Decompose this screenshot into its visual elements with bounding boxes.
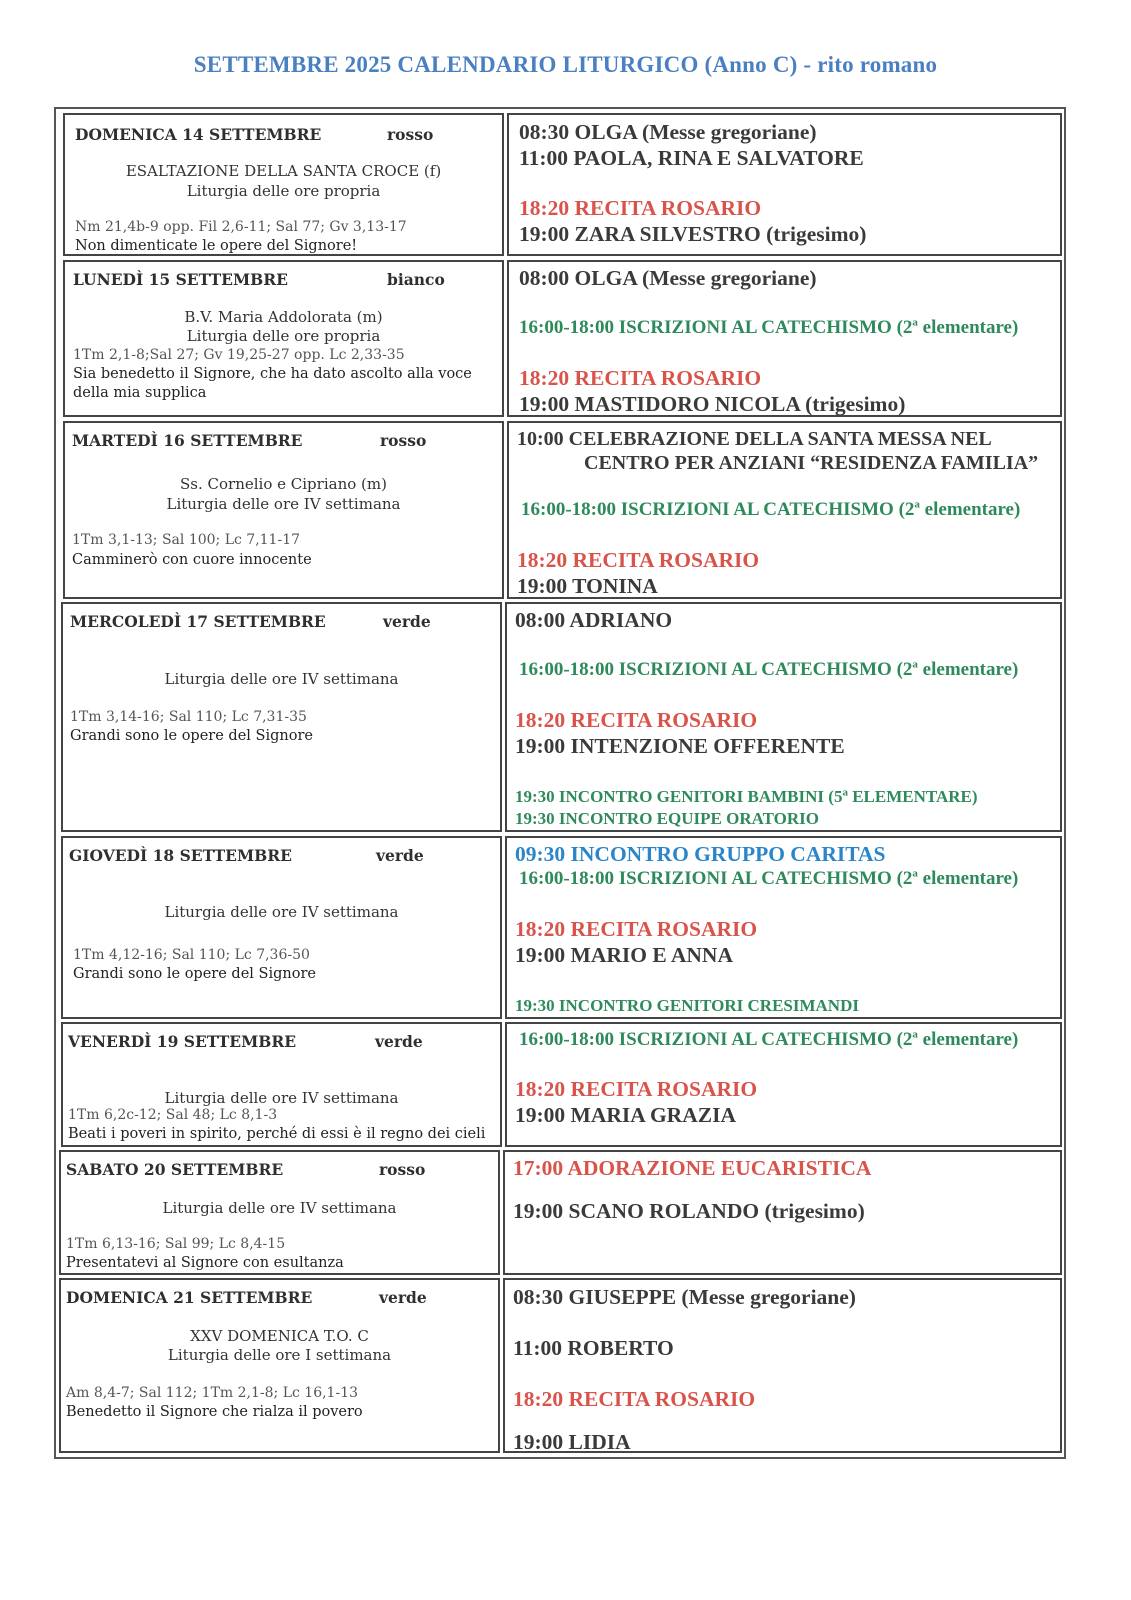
liturgical-color: verde	[375, 1032, 423, 1051]
liturgy-hours: Liturgia delle ore IV settimana	[164, 903, 399, 921]
day-cell-17	[61, 602, 502, 832]
antiphon: Non dimenticate le opere del Signore!	[75, 238, 358, 254]
liturgical-color: rosso	[379, 1160, 426, 1179]
day-date: MARTEDÌ 16 SETTEMBRE	[72, 431, 303, 450]
event-rosary: 18:20 RECITA ROSARIO	[519, 196, 762, 220]
event-mass: 11:00 ROBERTO	[513, 1336, 674, 1360]
liturgy-hours: Liturgia delle ore propria	[186, 327, 381, 345]
readings: 1Tm 6,13-16; Sal 99; Lc 8,4-15	[66, 1236, 286, 1252]
liturgy-hours: Liturgia delle ore IV settimana	[166, 495, 401, 513]
antiphon: Sia benedetto il Signore, che ha dato ascolto alla voce della mia supplica	[73, 366, 472, 401]
event-meeting: 19:30 INCONTRO EQUIPE ORATORIO	[515, 809, 819, 828]
liturgy-hours: Liturgia delle ore IV settimana	[164, 670, 399, 688]
liturgical-color: rosso	[387, 125, 434, 144]
event-rosary: 18:20 RECITA ROSARIO	[515, 708, 758, 732]
celebration: XXV DOMENICA T.O. C	[190, 1327, 369, 1345]
readings: 1Tm 2,1-8;Sal 27; Gv 19,25-27 opp. Lc 2,33-35	[73, 347, 405, 363]
liturgical-color: verde	[376, 846, 424, 865]
day-date: DOMENICA 14 SETTEMBRE	[75, 125, 322, 144]
event-mass: 08:30 OLGA (Messe gregoriane)	[519, 120, 817, 144]
day-date: GIOVEDÌ 18 SETTEMBRE	[69, 846, 292, 865]
event-mass: 19:00 MARIO E ANNA	[515, 943, 733, 967]
event-rosary: 18:20 RECITA ROSARIO	[513, 1387, 756, 1411]
events-cell-16	[507, 421, 1062, 599]
day-cell-21	[59, 1278, 500, 1453]
day-cell-20	[59, 1150, 500, 1275]
event-rosary: 18:20 RECITA ROSARIO	[515, 1077, 758, 1101]
event-catechism: 16:00-18:00 ISCRIZIONI AL CATECHISMO (2$^a$ elementare)	[519, 1028, 1019, 1050]
event-catechism: 16:00-18:00 ISCRIZIONI AL CATECHISMO (2$^a$ elementare)	[521, 498, 1021, 520]
day-date: LUNEDÌ 15 SETTEMBRE	[73, 270, 288, 289]
events-cell-18	[505, 836, 1062, 1019]
event-rosary: 18:20 RECITA ROSARIO	[515, 917, 758, 941]
liturgical-color: rosso	[380, 431, 427, 450]
antiphon: Benedetto il Signore che rialza il povero	[66, 1404, 363, 1420]
event-mass: 19:00 INTENZIONE OFFERENTE	[515, 734, 845, 758]
events-cell-14	[507, 113, 1062, 256]
liturgy-hours: Liturgia delle ore IV settimana	[162, 1199, 397, 1217]
event-rosary: 18:20 RECITA ROSARIO	[519, 366, 762, 390]
events-cell-20	[503, 1150, 1062, 1275]
day-date: VENERDÌ 19 SETTEMBRE	[68, 1032, 297, 1051]
event-mass: 19:00 MASTIDORO NICOLA (trigesimo)	[519, 392, 906, 416]
celebration: ESALTAZIONE DELLA SANTA CROCE (f)	[125, 162, 442, 180]
events-cell-21	[503, 1278, 1062, 1453]
events-cell-19	[505, 1022, 1062, 1147]
event-mass: 19:00 LIDIA	[513, 1430, 631, 1453]
readings: 1Tm 3,1-13; Sal 100; Lc 7,11-17	[72, 532, 301, 548]
events-cell-15	[507, 260, 1062, 417]
day-date: SABATO 20 SETTEMBRE	[66, 1160, 284, 1179]
day-cell-15	[63, 260, 504, 417]
readings: 1Tm 4,12-16; Sal 110; Lc 7,36-50	[73, 947, 310, 963]
antiphon: Camminerò con cuore innocente	[72, 552, 312, 568]
events-cell-17	[505, 602, 1062, 832]
antiphon: Grandi sono le opere del Signore	[73, 966, 316, 982]
event-mass: 19:00 ZARA SILVESTRO (trigesimo)	[519, 222, 867, 246]
event-adoration: 17:00 ADORAZIONE EUCARISTICA	[513, 1156, 872, 1180]
liturgy-hours: Liturgia delle ore I settimana	[167, 1346, 392, 1364]
day-cell-14	[63, 113, 504, 256]
event-rosary: 18:20 RECITA ROSARIO	[517, 548, 760, 572]
day-cell-16	[63, 421, 504, 599]
antiphon: Beati i poveri in spirito, perché di essi è il regno dei cieli	[68, 1126, 486, 1142]
page-title: SETTEMBRE 2025 CALENDARIO LITURGICO (Anno C) - rito romano	[193, 52, 938, 77]
event-mass: 08:00 ADRIANO	[515, 608, 673, 632]
event-mass: 11:00 PAOLA, RINA E SALVATORE	[519, 146, 864, 170]
event-mass: 19:00 TONINA	[517, 574, 658, 598]
event-mass: 19:00 MARIA GRAZIA	[515, 1103, 736, 1127]
calendar-table	[54, 107, 1066, 1459]
event-meeting: 19:30 INCONTRO GENITORI BAMBINI (5$^a$ ELEMENTARE)	[515, 786, 978, 806]
day-cell-18	[61, 836, 502, 1019]
event-meeting: 09:30 INCONTRO GRUPPO CARITAS	[515, 842, 886, 866]
liturgy-hours: Liturgia delle ore propria	[186, 182, 381, 200]
celebration: Ss. Cornelio e Cipriano (m)	[180, 475, 387, 493]
event-catechism: 16:00-18:00 ISCRIZIONI AL CATECHISMO (2$^a$ elementare)	[519, 658, 1019, 680]
readings: 1Tm 3,14-16; Sal 110; Lc 7,31-35	[70, 709, 307, 725]
readings: Nm 21,4b-9 opp. Fil 2,6-11; Sal 77; Gv 3,13-17	[75, 219, 407, 235]
day-cell-19	[61, 1022, 502, 1147]
event-mass: 08:00 OLGA (Messe gregoriane)	[519, 266, 817, 290]
liturgical-color: verde	[379, 1288, 427, 1307]
liturgical-color: verde	[383, 612, 431, 631]
liturgical-color: bianco	[387, 270, 445, 289]
celebration: B.V. Maria Addolorata (m)	[184, 308, 383, 326]
antiphon: Presentatevi al Signore con esultanza	[66, 1255, 344, 1271]
event-catechism: 16:00-18:00 ISCRIZIONI AL CATECHISMO (2$^a$ elementare)	[519, 316, 1019, 338]
readings: 1Tm 6,2c-12; Sal 48; Lc 8,1-3	[68, 1107, 278, 1123]
event-mass-location: CENTRO PER ANZIANI “RESIDENZA FAMILIA”	[584, 452, 1039, 474]
event-mass: 10:00 CELEBRAZIONE DELLA SANTA MESSA NEL	[517, 428, 992, 450]
event-catechism: 16:00-18:00 ISCRIZIONI AL CATECHISMO (2$^a$ elementare)	[519, 867, 1019, 889]
liturgy-hours: Liturgia delle ore IV settimana	[164, 1089, 399, 1107]
antiphon: Grandi sono le opere del Signore	[70, 728, 313, 744]
event-mass: 19:00 SCANO ROLANDO (trigesimo)	[513, 1199, 865, 1223]
day-date: MERCOLEDÌ 17 SETTEMBRE	[70, 612, 326, 631]
event-mass: 08:30 GIUSEPPE (Messe gregoriane)	[513, 1285, 856, 1309]
day-date: DOMENICA 21 SETTEMBRE	[66, 1288, 313, 1307]
readings: Am 8,4-7; Sal 112; 1Tm 2,1-8; Lc 16,1-13	[66, 1385, 359, 1401]
event-meeting: 19:30 INCONTRO GENITORI CRESIMANDI	[515, 996, 859, 1015]
